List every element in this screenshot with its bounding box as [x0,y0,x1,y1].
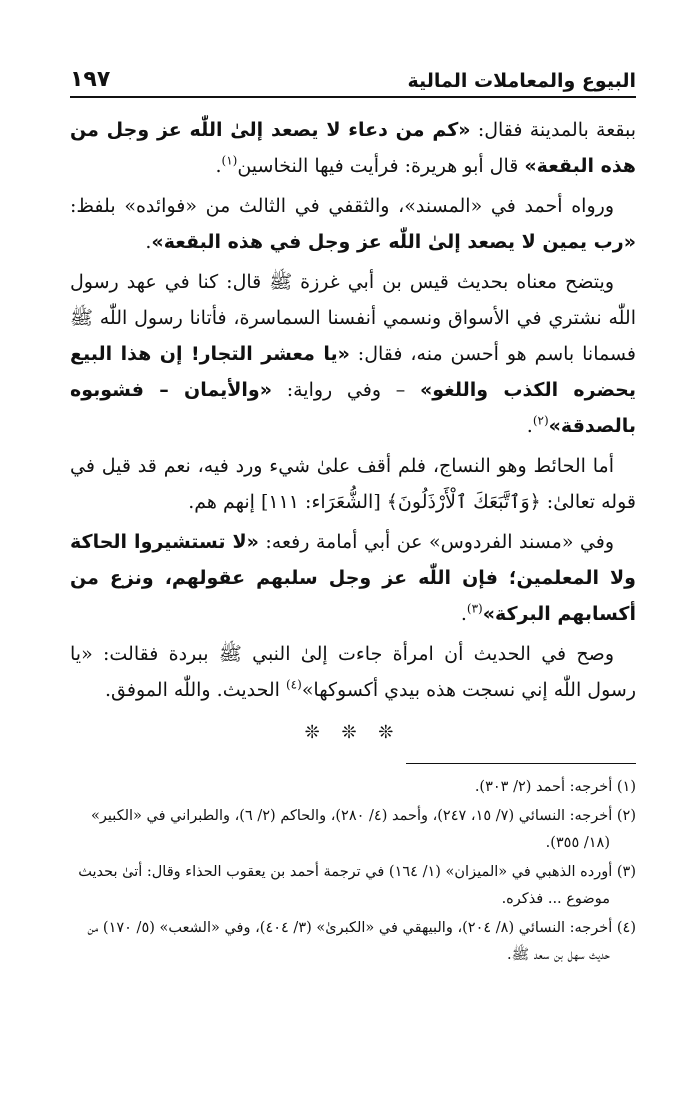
paragraph-5 [70,524,636,632]
paragraph-text: ورواه أحمد في «المسند»، والثقفي في الثالث من «فوائده» بلفظ: [70,195,614,217]
hadith-quote: «لا تستشيروا الحاكة ولا المعلمين؛ فإن اللّٰه عز وجل سلبهم عقولهم، ونزع من أكسابهم البركة» [70,531,636,625]
paragraph-text: الحديث. واللّٰه الموفق. [105,679,286,701]
paragraph-text: . [526,415,533,437]
paragraph-3 [70,264,636,444]
page-number: ١٩٧ [70,67,111,92]
hadith-quote: «رب يمين لا يصعد إلىٰ اللّٰه عز وجل في هذه البقعة» [151,231,636,253]
book-page [70,58,636,971]
paragraph-text: وصح في الحديث أن امرأة جاءت إلىٰ النبي ﷺ ببردة فقالت: «يا رسول اللّٰه إني نسجت هذه بيدي أكسوكها» [70,643,636,701]
paragraph-text: قال أبو هريرة: فرأيت فيها النخاسين [237,155,525,177]
footnote-ref: (٣) [466,601,483,616]
paragraph-text: . [145,231,152,253]
footnote-1: (١) أخرجه: أحمد (٢/ ٣٠٣). [474,779,636,795]
hadith-quote: «كم من دعاء لا يصعد إلىٰ اللّٰه عز وجل من هذه البقعة» [70,119,636,177]
paragraph-text: – وفي رواية: [272,379,420,401]
running-title: البيوع والمعاملات المالية [407,70,636,92]
page-header [70,58,636,98]
paragraph-text: أما الحائط وهو النساج، فلم أقف علىٰ شيء ورد فيه، نعم قد قيل في قوله تعالىٰ: ﴿وَٱتَّبَعَكَ ٱلْأَرْذَلُونَ﴾ [الشُّعَرَاء: ١١١] إنهم هم. [70,455,636,513]
footnote-ref: (٤) [285,677,302,692]
section-ornament: ❊ ❊ ❊ [304,722,402,743]
footnote-3: (٣) أورده الذهبي في «الميزان» (١/ ١٦٤) في ترجمة أحمد بن يعقوب الحذاء وقال: أتىٰ بحديث موضوع ... فذكره. [78,864,636,907]
paragraph-text: وفي «مسند الفردوس» عن أبي أمامة رفعه: [258,531,614,553]
main-text [70,112,636,708]
paragraph-1 [70,112,636,184]
footnote-divider [406,763,636,764]
hadith-quote: «والأيمان – فشوبوه بالصدقة» [70,379,636,437]
paragraph-2 [70,188,636,260]
footnote-2: (٢) أخرجه: النسائي (٧/ ١٥، ٢٤٧)، وأحمد (٤/ ٢٨٠)، والحاكم (٢/ ٦)، والطبراني في «الكبير» (١٨/ ٣٥٥). [90,808,636,851]
footnote-ref: (٢) [532,413,549,428]
paragraph-4 [70,448,636,520]
paragraph-6 [70,636,636,708]
paragraph-text: ويتضح معناه بحديث قيس بن أبي غرزة ﷺ قال: كنا في عهد رسول اللّٰه نشتري في الأسواق ونسمي أنفسنا السماسرة، فأتانا رسول اللّٰه ﷺ فسمانا باسم هو أحسن منه، فقال: [70,271,636,365]
hadith-quote: «يا معشر التجار! إن هذا البيع يحضره الكذب واللغو» [70,343,636,401]
footnote-4: (٤) أخرجه: النسائي (٨/ ٢٠٤)، والبيهقي في «الكبرىٰ» (٣/ ٤٠٤)، وفي «الشعب» (٥/ ١٧٠) من حديث سهل بن سعد ﷺ. [87,920,636,963]
footnotes [70,774,636,969]
footnote-ref: (١) [221,153,238,168]
paragraph-text: . [460,603,467,625]
paragraph-text: . [215,155,222,177]
paragraph-text: ببقعة بالمدينة فقال: [470,119,636,141]
